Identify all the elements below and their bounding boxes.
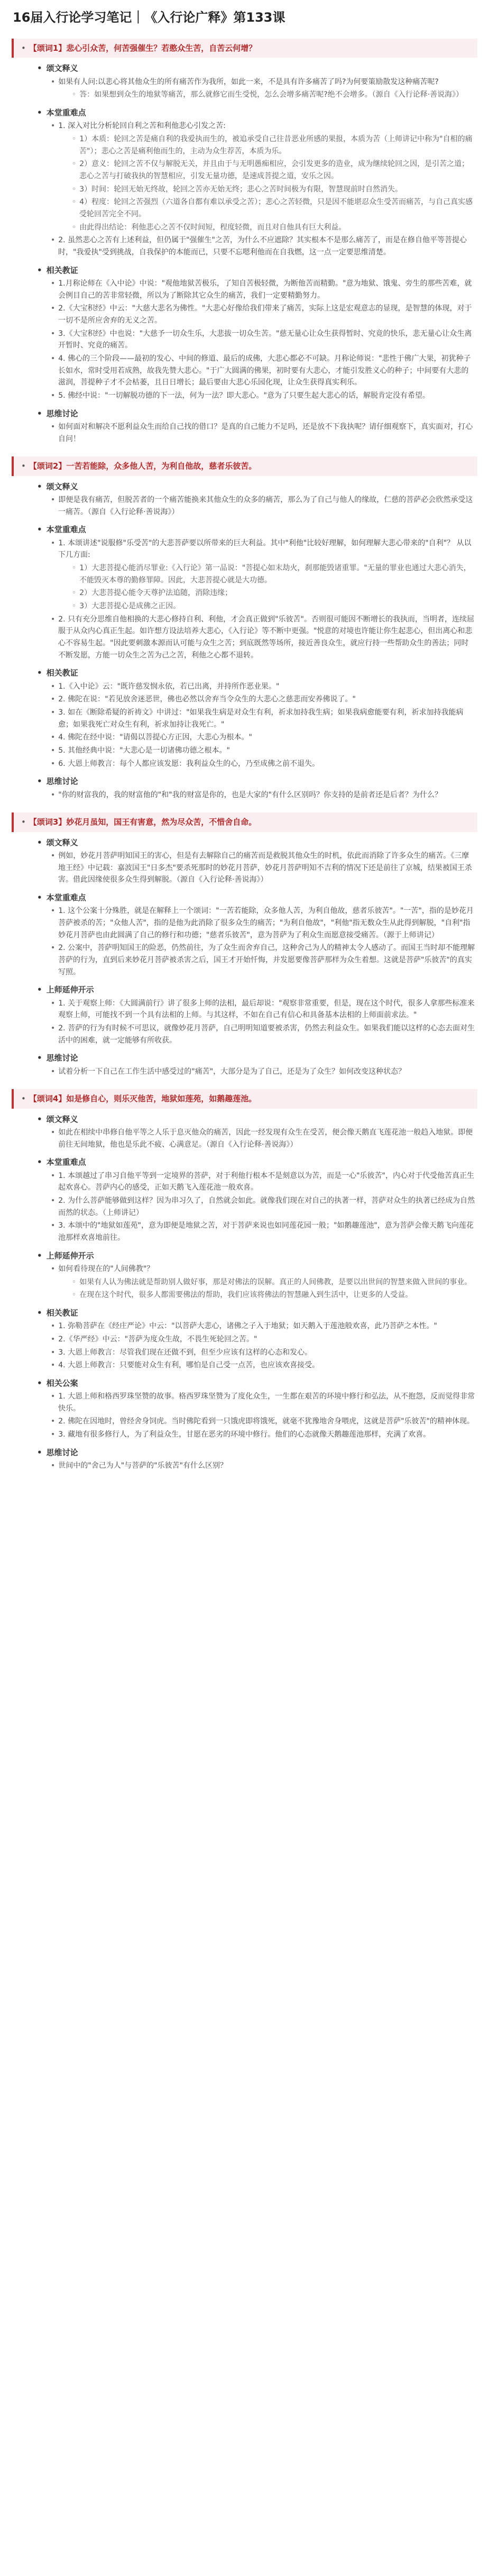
list-item: • 4. 佛心的三个阶段——最初的发心、中间的修道、最后的成佛，大悲心都必不可缺。月称论师说："悲性于佛广大果，初犹种子长如水，常时受用若成熟，故我先赞大悲心。"于广大圆满的佛果，初时要有大悲心，才能引发胜义心的种子；中间要有大悲的滋润，菩提种子才不会枯萎，且日日增长；最后要由大悲心乐园化现，让众生获得真实利乐。 — [58, 353, 475, 389]
block-label: • 本堂重难点 — [37, 106, 489, 119]
bullet-icon: • — [21, 43, 26, 53]
sub-list-item: ◦ 3）时间：轮回无始无终故，轮回之苦亦无始无终；悲心之苦时间极为有限，智慧现前时自然消失。 — [79, 184, 475, 196]
list-item: • 4. 佛陀在经中说："请偈以菩提心方正因，大悲心为根本。" — [58, 732, 475, 744]
section-title: 【颂词1】悲心引众苦，何苦强催生？若憨众生苦，自苦云何增？ — [29, 43, 257, 53]
block-label: • 相关教证 — [37, 666, 489, 679]
block-label: • 上师延伸开示 — [37, 983, 489, 996]
spacer — [0, 662, 489, 665]
sub-list-item: ◦ 1）大悲菩提心能消尽罪业:《入行论》第一品说："菩提心如末劫火，刹那能毁诸重罪。"无量的罪业也通过大悲心消失，不能毁灭本尊的勤修罪障。因此，大悲菩提心就是大功德。 — [79, 562, 475, 586]
list-item: • 2.《大宝积经》中云："大慈大悲名为佛性。"大悲心好像给我们带来了痛苦，实际上这是宏观意志的显现，是智慧的体现，对于一切不是所应舍弃的无义之苦。 — [58, 303, 475, 326]
sub-list-item: ◦ 3）大悲菩提心是成佛之正因。 — [79, 600, 475, 613]
section-title: 【颂词2】一苦若能除，众多他人苦，为利自他故，慈者乐彼苦。 — [29, 461, 257, 471]
notes-content — [0, 39, 489, 1476]
list-item: • 如何面对和解决不愿利益众生而给自己找的借口？是真的自己能力不足吗，还是放不下我执呢？请仔细观察下，真实面对，打心自问！ — [58, 421, 475, 445]
block-label: • 颂文释义 — [37, 62, 489, 75]
list-item: • 2. 菩萨的行为有时候不可思议，就像妙花月菩萨，自己明明知道要被杀害，仍然去利益众生。如果我们能以这样的心态去面对生活中的困难，就一定能够有所收获。 — [58, 1022, 475, 1046]
list-item: • 2. 佛陀在因地时，曾经舍身饲虎。当时佛陀看到一只饿虎即将饿死，就毫不犹豫地舍身喂虎，这就是菩萨"乐彼苦"的精神体现。 — [58, 1415, 475, 1428]
spacer — [0, 403, 489, 406]
list-item: • 4. 大恩上师教言：只要能对众生有利，哪怕是自己受一点苦，也应该欢喜接受。 — [58, 1359, 475, 1372]
block-label: • 颂文释义 — [37, 836, 489, 849]
list-item: • 6. 大恩上师教言：每个人都应该发愿：我利益众生的心，乃至成佛之前不退失。 — [58, 758, 475, 770]
sub-list-item: ◦ 在现在这个时代，很多人都需要佛法的帮助，我们应该将佛法的智慧融入到生活中，让更多的人受益。 — [79, 1289, 475, 1301]
list-item: • 试着分析一下自己在工作生活中感受过的"痛苦"，大部分是为了自己，还是为了众生？如何改变这种状态？ — [58, 1066, 475, 1078]
section-title: 【颂词4】如是修自心，则乐灭他苦，地狱如莲苑，如鹅趣莲池。 — [29, 1094, 257, 1104]
block-label: • 思维讨论 — [37, 1446, 489, 1459]
list-item: • 例如，妙花月菩萨明知国王的害心，但是有去解除自己的痛苦而是救脱其他众生的时机，依此而消除了许多众生的痛苦。《三摩地王经》中记载：嘉波国王"日多杰"要杀死那时的妙花月菩萨，妙花月菩萨明知不吉利的情况下还是前往了京城，结果被国王杀害。借此因缘使很多众生得到解脱。（源自《入行论释·善说海》） — [58, 850, 475, 886]
spacer — [0, 1302, 489, 1305]
section-header — [12, 812, 477, 832]
spacer — [0, 1473, 489, 1476]
list-item: • 如果有人问:以悲心将其他众生的所有痛苦作为我所，如此一来，不是具有许多痛苦了吗?为何要策励散发这种痛苦呢? — [58, 76, 475, 88]
spacer — [0, 802, 489, 805]
list-item: • 2. 虽然悲心之苦有上述利益，但仍属于"强催生"之苦，为什么不应遮除？其实根本不是那么痛苦了，而是在修自他平等菩提心时，"我爱执"受到挑战，自我保护的本能而已，只要不忘嗯利他而在自我燃，这一点一定要思维清楚。 — [58, 234, 475, 258]
section-header — [12, 1089, 477, 1108]
spacer — [0, 771, 489, 774]
block-label: • 本堂重难点 — [37, 1156, 489, 1168]
list-item: • 即便是我有痛苦，但脱苦者的一个痛苦能换来其他众生的众多的痛苦，那么为了自己与他人的缘故，仁慈的菩萨必会欣然承受这一痛苦。（源自《入行论释·善说海》） — [58, 494, 475, 518]
section-header — [12, 39, 477, 58]
sub-list-item: ◦ 2）大悲菩提心能令天尊护法追随，消除违缘； — [79, 587, 475, 599]
spacer — [0, 1245, 489, 1248]
spacer — [0, 1079, 489, 1082]
list-item: • 2.《华严经》中云："菩萨为度众生故，不畏生死轮回之苦。" — [58, 1333, 475, 1346]
block-label: • 思维讨论 — [37, 1052, 489, 1064]
block-label: • 相关公案 — [37, 1377, 489, 1390]
list-item: • 3. 本颂中的"地狱如莲苑"，意为即便是地狱之苦，对于菩萨来说也如同莲花园一般；"如鹅趣莲池"，意为菩萨会像天鹅飞向莲花池那样欢喜地前往。 — [58, 1220, 475, 1244]
list-item: • 3. 大恩上师教言：尽管我们现在还做不到，但至少应该有这样的心态和发心。 — [58, 1347, 475, 1359]
sub-list-item: ◦ 2）意义：轮回之苦不仅与解脱无关，并且由于与无明愚痴相应，会引发更多的造业，成为继续轮回之因，是引苦之道；悲心之苦与打破我执的智慧相应，引发无量功德，是速成菩提之道，安乐之因。 — [79, 158, 475, 182]
block-label: • 相关教证 — [37, 264, 489, 277]
list-item: • 3. 藏地有很多修行人，为了利益众生，甘愿在恶劣的环境中修行。他们的心态就像天鹅趣莲池那样，充满了欢喜。 — [58, 1429, 475, 1441]
block-label: • 颂文释义 — [37, 480, 489, 493]
list-item: • 3. 如在《断除希疑的祈祷文》中讲过："如果我生病是对众生有利，祈求加持我生病；如果我病愈能要有利，祈求加持我能病愈；如果我死亡对众生有利，祈求加持让我死亡。" — [58, 707, 475, 730]
list-item: • 1. 这个公案十分殊胜，就是在解释上一个颂词："一苦若能除，众多他人苦，为利自他故，慈者乐彼苦"。"一苦"，指的是妙花月菩萨被杀的苦；"众他人苦"，指的是他为此消除了很多众生的痛苦；"为利自他故"，"利他"指无数众生从此得到解脱，"自利"指妙花月菩萨也由此圆满了自己的修行和功德；"慈者乐彼苦"，意为菩萨为了利众生而愿意接受痛苦。（源于上师讲记） — [58, 905, 475, 941]
spacer — [0, 979, 489, 982]
spacer — [0, 446, 489, 449]
list-item: • 1. 深入对比分析轮回自利之苦和利他悲心引发之苦: — [58, 120, 475, 132]
spacer — [0, 1152, 489, 1155]
block-label: • 相关教证 — [37, 1307, 489, 1319]
list-item: • 如此在相续中串修自他平等之人乐于息灭他众的痛苦，因此一经发现有众生在受苦，便会像天鹅直飞莲花池一般趋入地狱。即便前往无间地狱，他也是乐此不疲、心满意足。（源自《入行论释·善说海》） — [58, 1127, 475, 1150]
sub-list-item: ◦ 答：如果想到众生的地狱等痛苦，那么就修它而生受悦，怎么会增多痛苦呢?绝不会增多。（源自《入行论释·善说海》） — [79, 89, 475, 101]
sub-list-item: ◦ 如果有人认为佛法就是帮助别人做好事，那是对佛法的误解。真正的人间佛教，是要以出世间的智慧来做入世间的事业。 — [79, 1276, 475, 1289]
list-item: • 5. 其他经典中说："大悲心是一切诸佛功德之根本。" — [58, 745, 475, 757]
list-item: • 1. 本颂讲述"说服修"乐受苦"的大悲菩萨要以所带来的巨大利益。其中"利他"比较好理解，如何理解大悲心带来的"自利"？ 从以下几方面: — [58, 537, 475, 561]
spacer — [0, 1442, 489, 1445]
spacer — [0, 1047, 489, 1051]
list-item: • 2. 公案中，菩萨明知国王的险恶，仍然前往，为了众生而舍弃自己，这种舍己为人的精神太令人感动了。而国王当时却不能理解菩萨的行为，直到后来妙花月菩萨被杀害之后，国王才开始忏悔，并发愿要像菩萨那样为众生着想。这就是菩萨"乐彼苦"的真实写照。 — [58, 942, 475, 978]
list-item: • 如何看待现在的"人间佛教"？ — [58, 1263, 475, 1275]
block-label: • 颂文释义 — [37, 1113, 489, 1126]
list-item: • 1.《入中论》云："既许慈发悯永依，若已出离，并持所作恶业果。" — [58, 681, 475, 693]
list-item: • 1. 本颂越过了串习自他平等到一定境界的菩萨，对于利他行根本不是刻意以为苦，而是一心"乐彼苦"，内心对于代受他苦真正生起欢喜心。菩萨内心的感受，正如天鹅飞入莲花池一般欢喜。 — [58, 1170, 475, 1194]
list-item: • 1.月称论师在《入中论》中说："观他地狱苦极乐，了知自苦极轻微，为断他苦而精勤。"意为地狱、饿鬼、旁生的那些苦难，就会例目自己的苦非常轻微，所以为了断除其它众生的痛苦，我们一定要精勤努力。 — [58, 278, 475, 302]
sub-list-item: ◦ 由此得出结论：利他悲心之苦不仅时间短，程度轻微，而且对自他具有巨大利益。 — [79, 222, 475, 234]
sub-list-item: ◦ 4）程度：轮回之苦强烈（六道各自都有难以承受之苦）；悲心之苦轻微，只是因不能堪忍众生受苦而痛苦，与自己真实感受轮回苦完全不同。 — [79, 196, 475, 220]
block-label: • 思维讨论 — [37, 775, 489, 788]
list-item: • 1. 大恩上师和格西罗珠坚赞的故事。格西罗珠坚赞为了度化众生，一生都在艰苦的环境中修行和弘法，从不抱怨，反而觉得非常快乐。 — [58, 1391, 475, 1414]
spacer — [0, 260, 489, 263]
block-label: • 本堂重难点 — [37, 891, 489, 904]
spacer — [0, 102, 489, 105]
list-item: • 1. 弥勒菩萨在《经庄严论》中云："以菩萨大悲心，诸佛之子入于地狱；如天鹅入于莲池般欢喜，此乃菩萨之本性。" — [58, 1320, 475, 1332]
list-item: • 世间中的"舍己为人"与菩萨的"乐彼苦"有什么区别？ — [58, 1460, 475, 1472]
list-item: • 2. 佛陀在说："若见放舍迷恶世，佛也必然以舍弃当令众生的大悲心之慈悲而安养佛说了。" — [58, 693, 475, 706]
list-item: • 2. 只有充分思维自他相换的大悲心修持自利、利他，才会真正做到"乐彼苦"。否则很可能因不断增长的我执而，当明者，连续屈服于从众内心真正生起。如许想方设法培养大悲心，《入行论》等不断中更强。"悦意的对境也许能让你生起悲心，但出离心和悲心不容易生起。"因此要刺激本源而认可能与众生之苦；到底既然等场所，接近善良众生，就应行持一些帮助众生的善法；同时不断发愿，方能一切众生之苦为己之苦，利他之心都不退转。 — [58, 614, 475, 662]
list-item: • 2. 为什么菩萨能够做到这样？因为串习久了，自然就会如此。就像我们现在对自己的执著一样，菩萨对众生的执著已经成为自然而然的状态。（上师讲记） — [58, 1195, 475, 1219]
bullet-icon: • — [21, 461, 26, 471]
spacer — [0, 887, 489, 890]
spacer — [0, 519, 489, 522]
sub-list-item: ◦ 1）本质：轮回之苦是痛自利的我爱执而生的，被追承受自己往昔恶业所感的果报，本质为苦（上师讲记中称为"自相的痛苦"）；悲心之苦是痛利他而生的，主动为众生荐苦，本质为乐。 — [79, 133, 475, 157]
section-title: 【颂词3】妙花月虽知，国王有害意，然为尽众苦，不惜舍自命。 — [29, 817, 257, 827]
block-label: • 上师延伸开示 — [37, 1249, 489, 1262]
list-item: • 5. 佛经中说："一切解脱功德的下一法，何为一法？即大悲心。"意为了只要生起大悲心的话，解脱肯定没有希望。 — [58, 390, 475, 402]
list-item: • 3.《大宝积经》中也说："大慈予一切众生乐，大悲拔一切众生苦。"慈无量心让众生获得暂时、究竟的快乐，悲无量心让众生离开暂时、究竟的痛苦。 — [58, 328, 475, 352]
spacer — [0, 1373, 489, 1376]
bullet-icon: • — [21, 1094, 26, 1104]
block-label: • 思维讨论 — [37, 407, 489, 420]
list-item: • 1. 关于观察上师：《大圆满前行》讲了很多上师的法相，最后却说："观察非常重要，但是，现在这个时代，很多人拿那些标准来观察上师，可能找不到一个具有法相的上师。与其这样，不如在自己有信心和具备基本法相的上师面前求法。" — [58, 998, 475, 1021]
page-title: 16届入行论学习笔记｜《入行论广释》第133课 — [13, 10, 285, 25]
section-header — [12, 456, 477, 476]
bullet-icon: • — [21, 817, 26, 827]
list-item: • "你的财富我的，我的财富他的"和"我的财富是你的，也是大家的"有什么区别吗？你支持的是前者还是后者？为什么？ — [58, 789, 475, 801]
block-label: • 本堂重难点 — [37, 523, 489, 536]
